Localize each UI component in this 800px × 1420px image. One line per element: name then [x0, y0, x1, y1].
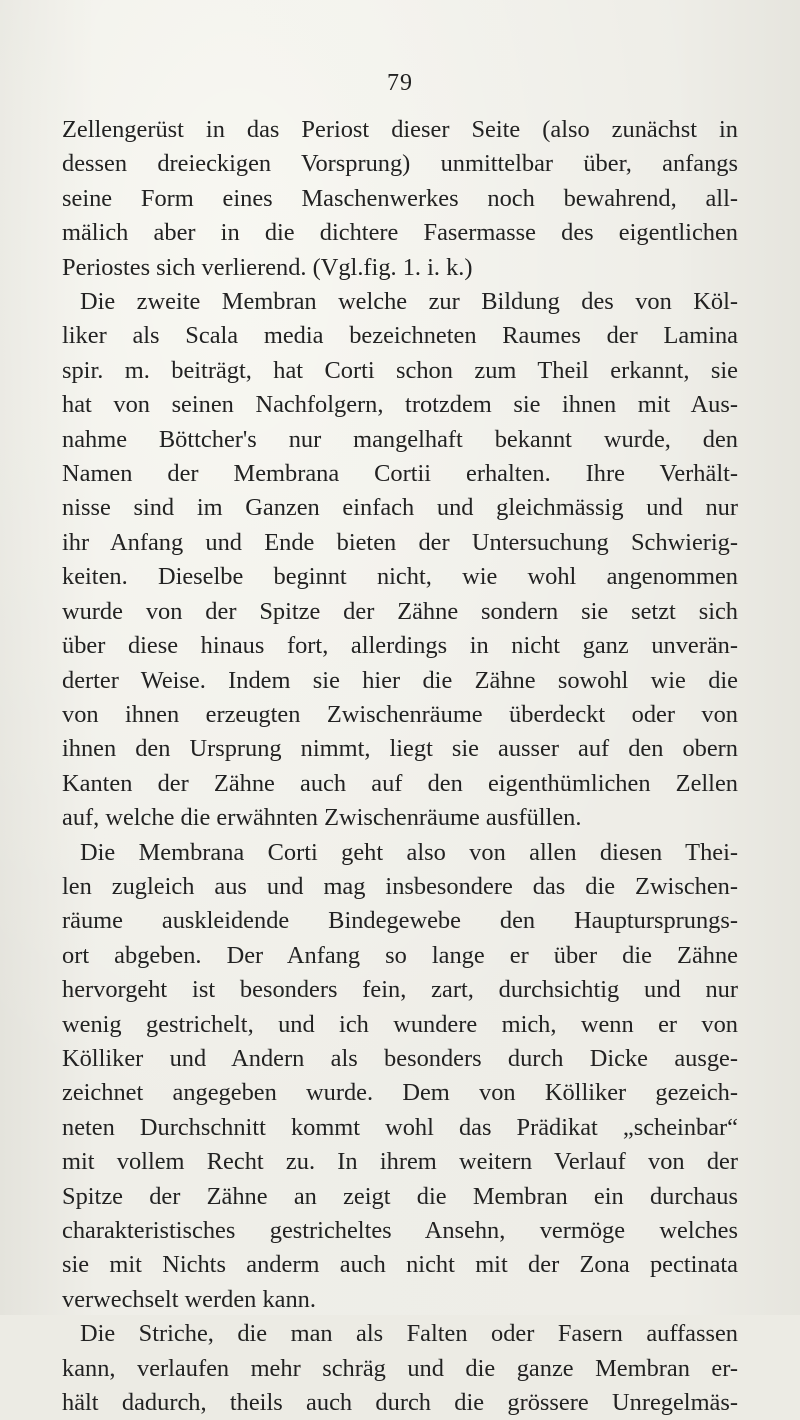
text-line: Spitze der Zähne an zeigt die Membran ein durchaus: [62, 1182, 738, 1210]
text-line: Die Membrana Corti geht also von allen diesen Thei-: [80, 838, 738, 866]
text-line: zeichnet angegeben wurde. Dem von Kölliker gezeich-: [62, 1079, 738, 1107]
text-line: Kanten der Zähne auch auf den eigenthümlichen Zellen: [62, 769, 738, 797]
text-line: mit vollem Recht zu. In ihrem weitern Verlauf von der: [62, 1148, 738, 1176]
text-line: Kölliker und Andern als besonders durch Dicke ausge-: [62, 1044, 738, 1072]
text-line: liker als Scala media bezeichneten Raumes der Lamina: [62, 322, 738, 350]
page-number: 79: [387, 70, 413, 96]
text-line: derter Weise. Indem sie hier die Zähne sowohl wie die: [62, 666, 738, 694]
text-line: spir. m. beiträgt, hat Corti schon zum Theil erkannt, sie: [62, 356, 738, 384]
text-line: über diese hinaus fort, allerdings in nicht ganz unverän-: [62, 632, 738, 660]
text-line: hält dadurch, theils auch durch die grössere Unregelmäs-: [62, 1389, 738, 1417]
text-line: hervorgeht ist besonders fein, zart, durchsichtig und nur: [62, 976, 738, 1004]
text-line: kann, verlaufen mehr schräg und die ganze Membran er-: [62, 1354, 738, 1382]
text-line: nahme Böttcher's nur mangelhaft bekannt wurde, den: [62, 425, 738, 453]
text-line: sie mit Nichts anderm auch nicht mit der Zona pectinata: [62, 1251, 738, 1279]
text-line: Die Striche, die man als Falten oder Fasern auffassen: [80, 1320, 738, 1348]
body-text: [62, 113, 738, 1420]
text-line: ihr Anfang und Ende bieten der Untersuchung Schwierig-: [62, 528, 738, 556]
text-line: wenig gestrichelt, und ich wundere mich, wenn er von: [62, 1010, 738, 1038]
text-line: auf, welche die erwähnten Zwischenräume ausfüllen.: [62, 804, 582, 832]
text-line: räume auskleidende Bindegewebe den Hauptursprungs-: [62, 907, 738, 935]
text-line: ort abgeben. Der Anfang so lange er über die Zähne: [62, 941, 738, 969]
text-line: Namen der Membrana Cortii erhalten. Ihre Verhält-: [62, 460, 738, 488]
text-line: Zellengerüst in das Periost dieser Seite (also zunächst in: [62, 116, 738, 143]
text-line: nisse sind im Ganzen einfach und gleichmässig und nur: [62, 494, 738, 522]
text-line: seine Form eines Maschenwerkes noch bewahrend, all-: [62, 184, 738, 212]
text-line: Die zweite Membran welche zur Bildung des von Köl-: [80, 288, 738, 316]
text-line: mälich aber in die dichtere Fasermasse des eigentlichen: [62, 219, 738, 247]
text-line: len zugleich aus und mag insbesondere das die Zwischen-: [62, 872, 738, 900]
text-line: Periostes sich verlierend. (Vgl.fig. 1. i. k.): [62, 253, 473, 281]
text-line: ihnen den Ursprung nimmt, liegt sie ausser auf den obern: [62, 735, 738, 763]
text-line: verwechselt werden kann.: [62, 1285, 316, 1313]
text-line: neten Durchschnitt kommt wohl das Prädikat „scheinbar“: [62, 1113, 738, 1141]
text-line: keiten. Dieselbe beginnt nicht, wie wohl angenommen: [62, 563, 738, 591]
text-line: von ihnen erzeugten Zwischenräume überdeckt oder von: [62, 700, 738, 728]
text-line: hat von seinen Nachfolgern, trotzdem sie ihnen mit Aus-: [62, 391, 738, 419]
text-line: charakteristisches gestricheltes Ansehn, vermöge welches: [62, 1217, 738, 1244]
text-line: wurde von der Spitze der Zähne sondern sie setzt sich: [62, 597, 738, 625]
text-line: dessen dreieckigen Vorsprung) unmittelbar über, anfangs: [62, 150, 738, 178]
